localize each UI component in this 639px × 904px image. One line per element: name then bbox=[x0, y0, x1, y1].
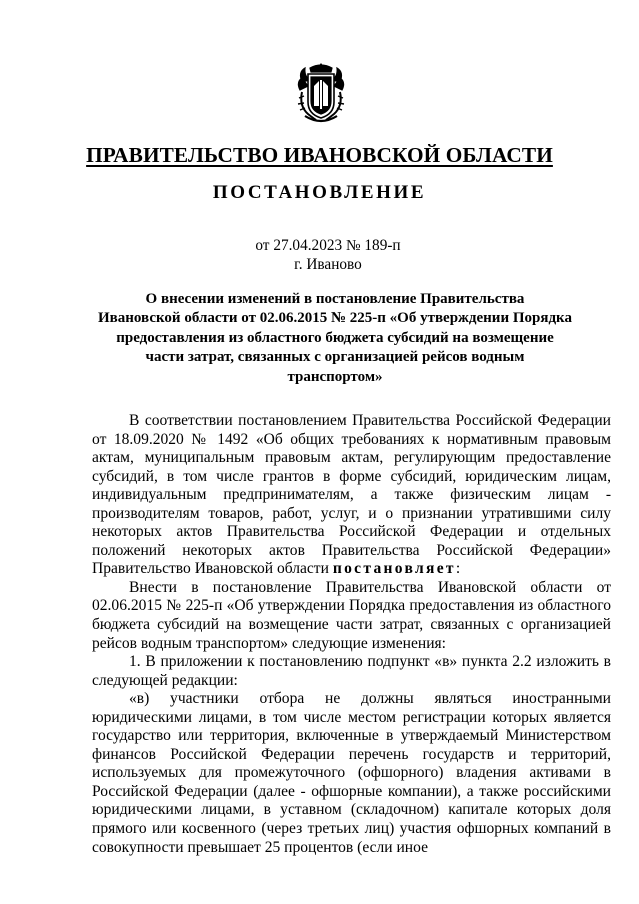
document-subject bbox=[70, 290, 600, 387]
body-paragraph: 1. В приложении к постановлению подпункт «в» пункта 2.2 изложить в следующей редакции: bbox=[92, 653, 611, 689]
subject-line: предоставления из областного бюджета субсидий на возмещение bbox=[116, 329, 554, 346]
paragraph-text: В соответствии постановлением Правительства Российской Федерации от 18.09.2020 № 1492 «Об общих требованиях к нормативным правовым актам, муниципальным правовым актам, регулирующим предоставление субсидий, в том числе грантов в форме субсидий, юридическим лицам, индивидуальным предпринимателям, а также физическим лицам - производителям товаров, работ, услуг, и о признании утратившими силу некоторых актов Правительства Российской Федерации и отдельных положений некоторых актов Правительства Российской Федерации» Правительство Ивановской области bbox=[92, 412, 611, 578]
city: г. Иваново bbox=[294, 256, 362, 273]
paragraph-punctuation: : bbox=[455, 560, 461, 578]
body-paragraph: «в) участники отбора не должны являться иностранными юридическими лицами, в том числе местом регистрации которых является государство или территория, включенные в утверждаемый Министерством финансов Российской Федерации перечень государств и территорий, используемых для промежуточного (офшорного) владения активами в Российской Федерации (далее - офшорные компании), а также российскими юридическими лицами, в уставном (складочном) капитале которых доля прямого или косвенного (через третьих лиц) участия офшорных компаний в совокупности превышает 25 процентов (если иное bbox=[92, 690, 611, 856]
document-type: ПОСТАНОВЛЕНИЕ bbox=[212, 182, 427, 203]
resolution-keyword: постановляет bbox=[332, 560, 456, 578]
subject-line: Ивановской области от 02.06.2015 № 225-п «Об утверждении Порядка bbox=[98, 310, 572, 327]
subject-line: транспортом» bbox=[287, 368, 383, 385]
subject-line: части затрат, связанных с организацией рейсов водным bbox=[145, 349, 525, 366]
document-meta bbox=[0, 236, 639, 274]
date-number: от 27.04.2023 № 189-п bbox=[255, 237, 401, 254]
coat-of-arms-emblem bbox=[296, 62, 346, 124]
body-paragraph bbox=[92, 412, 611, 579]
government-title: ПРАВИТЕЛЬСТВО ИВАНОВСКОЙ ОБЛАСТИ bbox=[86, 143, 553, 167]
subject-line: О внесении изменений в постановление Правительства bbox=[145, 291, 525, 307]
document-body bbox=[92, 412, 611, 857]
body-paragraph: Внести в постановление Правительства Ивановской области от 02.06.2015 № 225-п «Об утверждении Порядка предоставления из областного бюджета субсидий на возмещение части затрат, связанных с организацией рейсов водным транспортом» следующие изменения: bbox=[92, 578, 611, 652]
